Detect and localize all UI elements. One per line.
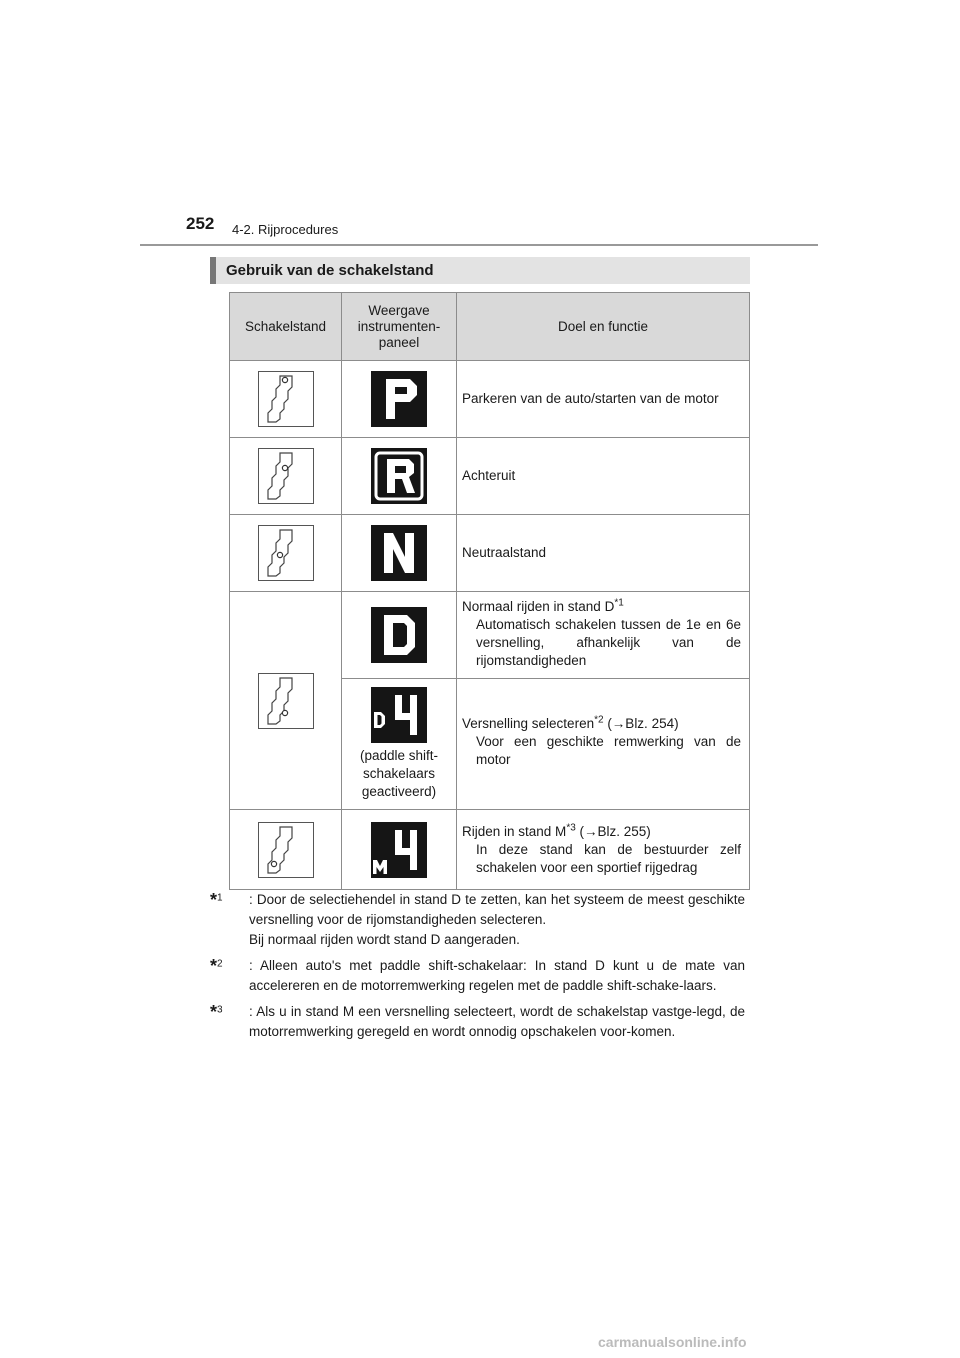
shift-lever-cell (230, 515, 342, 592)
display-cell (342, 361, 457, 438)
shift-lever-cell (230, 810, 342, 890)
row-title: Versnelling selecteren (462, 716, 595, 731)
footnote-text: : Door de selectiehendel in stand D te zetten, kan het systeem de meest geschikte versnelling voor de rijomstandigheden selecteren. (249, 892, 745, 927)
row-title: Normaal rijden in stand D (462, 599, 615, 614)
footnote-text: Bij normaal rijden wordt stand D aangeraden. (249, 932, 520, 947)
section-heading (210, 257, 750, 284)
page-number: 252 (186, 214, 215, 233)
footnotes (210, 890, 745, 1048)
table-header-row (230, 293, 750, 361)
footnote-text: : Als u in stand M een versnelling selecteert, wordt de schakelstap vastge-legd, de motorremwerking geregeld en wordt onnodig opschakelen voor-komen. (249, 1004, 745, 1039)
row-detail: In deze stand kan de bestuurder zelf schakelen voor een sportief rijgedrag (476, 841, 741, 875)
shift-lever-r-icon (258, 448, 314, 504)
footnote-key: *$^2$ (210, 956, 223, 976)
footnote (210, 956, 745, 996)
table-row (230, 810, 750, 890)
header-display-line: paneel (378, 334, 420, 350)
display-r-icon (371, 448, 427, 504)
display-cell (342, 515, 457, 592)
page-header (186, 214, 756, 240)
gear-table (229, 292, 750, 890)
footnote-ref: *1 (614, 597, 624, 609)
display-n-icon (371, 525, 427, 581)
footnote (210, 1002, 745, 1042)
header-display-line: Weergave (368, 302, 430, 318)
table-row (230, 361, 750, 438)
watermark: carmanualsonline.info (598, 1334, 747, 1350)
display-m4-icon (371, 822, 427, 878)
description-cell: Parkeren van de auto/starten van de motor (457, 361, 750, 438)
footnote-key: *$^1$ (210, 890, 223, 910)
display-cell (342, 810, 457, 890)
display-d4-icon (371, 687, 427, 743)
table-row (230, 515, 750, 592)
footnote-text: : Alleen auto's met paddle shift-schakelaar: In stand D kunt u de mate van accelereren en de motorremwerking regelen met de paddle shift-schake-laars. (249, 958, 745, 993)
page-reference: (→Blz. 254) (607, 716, 679, 731)
table-row (230, 592, 750, 679)
display-p-icon (371, 371, 427, 427)
description-cell (457, 592, 750, 679)
description-cell: Neutraalstand (457, 515, 750, 592)
shift-lever-cell (230, 361, 342, 438)
description-cell (457, 679, 750, 810)
display-caption: (paddle shift- schakelaars geactiveerd) (359, 748, 439, 799)
footnote-ref: *2 (594, 714, 604, 726)
footnote-ref: *3 (566, 822, 576, 833)
description-cell: Achteruit (457, 438, 750, 515)
row-title: Rijden in stand M (462, 823, 567, 839)
footnote (210, 890, 745, 950)
footnote-key: *$^3$ (210, 1002, 223, 1022)
section-title: Gebruik van de schakelstand (226, 262, 434, 279)
header-divider (140, 244, 818, 246)
shift-lever-n-icon (258, 525, 314, 581)
header-display-line: instrumenten- (357, 318, 441, 334)
display-cell (342, 438, 457, 515)
shift-lever-cell (230, 438, 342, 515)
header-purpose: Doel en functie (457, 293, 750, 361)
shift-lever-cell (230, 592, 342, 810)
row-detail: Voor een geschikte remwerking van de motor (476, 734, 741, 767)
page-reference: (→Blz. 255) (579, 823, 651, 839)
table-row (230, 438, 750, 515)
row-detail: Automatisch schakelen tussen de 1e en 6e versnelling, afhankelijk van de rijomstandigheden (476, 617, 741, 668)
shift-lever-d-icon (258, 673, 314, 729)
display-cell (342, 592, 457, 679)
header-shift-position: Schakelstand (230, 293, 342, 361)
description-cell (457, 810, 750, 890)
header-display (342, 293, 457, 361)
display-d-icon (371, 607, 427, 663)
chapter-title: 4-2. Rijprocedures (232, 222, 339, 237)
display-cell (342, 679, 457, 810)
section-marker (210, 257, 216, 284)
shift-lever-p-icon (258, 371, 314, 427)
shift-lever-m-icon (258, 822, 314, 878)
